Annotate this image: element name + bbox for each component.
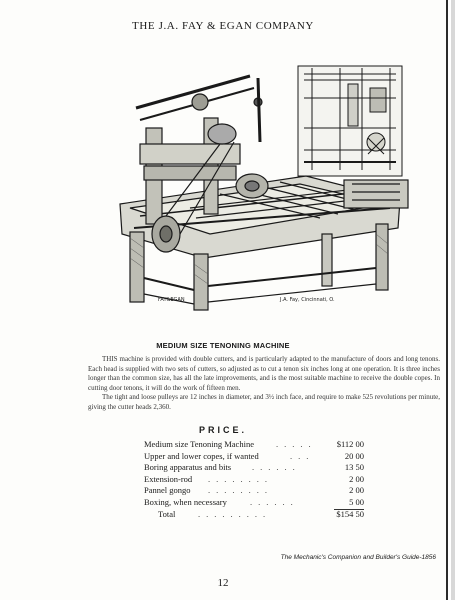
price-row (144, 451, 364, 463)
price-row (144, 439, 364, 451)
page-header: THE J.A. FAY & EGAN COMPANY (132, 20, 314, 32)
tenoning-machine-engraving (100, 58, 418, 320)
price-item-label: Boxing, when necessary (144, 496, 227, 507)
price-item-label: Extension-rod (144, 473, 193, 484)
inset-diagram (298, 66, 402, 176)
description-paragraph: THIS machine is provided with double cutters, and is particularly adapted to the manufacture of doors and long tenons. Each head is supplied with two sets of cutters, so adjusted as to cut a tenon six inches long at one operation. It is three inches longer than the common size, has all the late improvements, and is the most suitable machine to receive the double copes. In cutting door tenons, it will do the work of fifteen men. (88, 355, 440, 392)
price-heading: PRICE. (198, 425, 247, 435)
description-text (88, 355, 440, 413)
price-item-label: Upper and lower copes, if wanted (144, 450, 259, 461)
price-item-amount: $112 00 (336, 439, 364, 449)
source-footer: The Mechanic's Companion and Builder's Guide-1856 (280, 554, 436, 561)
price-total-amount: $154 50 (336, 508, 364, 519)
leader-dots: ........ (208, 485, 273, 496)
leader-dots: ...... (252, 462, 301, 473)
price-row (144, 474, 364, 486)
price-item-label: Medium size Tenoning Machine (144, 439, 254, 449)
description-paragraph: The tight and loose pulleys are 12 inches in diameter, and 3½ inch face, and require to make 525 revolutions per minute, giving the cutter heads 2,360. (88, 393, 440, 411)
price-item-amount: 2 00 (349, 473, 364, 484)
engraver-caption-left: FAY&EGAN (158, 297, 185, 303)
price-item-amount: 5 00 (349, 496, 364, 507)
price-item-amount: 2 00 (349, 485, 364, 496)
engraver-caption-right: J.A. Fay, Cincinnati, O. (280, 297, 335, 303)
page-number: 12 (217, 577, 229, 589)
price-total-row (144, 509, 364, 521)
price-item-amount: 13 50 (344, 462, 364, 473)
leader-dots: ........ (208, 473, 273, 484)
price-total-label: Total (158, 508, 176, 519)
total-rule (334, 509, 364, 510)
leader-dots: ...... (250, 496, 299, 507)
book-edge (446, 0, 460, 600)
leader-dots: ... (290, 450, 315, 461)
machine-title: MEDIUM SIZE TENONING MACHINE (156, 341, 290, 350)
price-row (144, 497, 364, 509)
price-item-label: Boring apparatus and bits (144, 462, 232, 473)
price-list (144, 439, 364, 520)
leader-dots: ......... (198, 508, 272, 519)
price-item-label: Pannel gongo (144, 485, 191, 496)
price-item-amount: 20 00 (344, 450, 364, 461)
price-row (144, 462, 364, 474)
leader-dots: ..... (276, 439, 317, 449)
price-row (144, 485, 364, 497)
